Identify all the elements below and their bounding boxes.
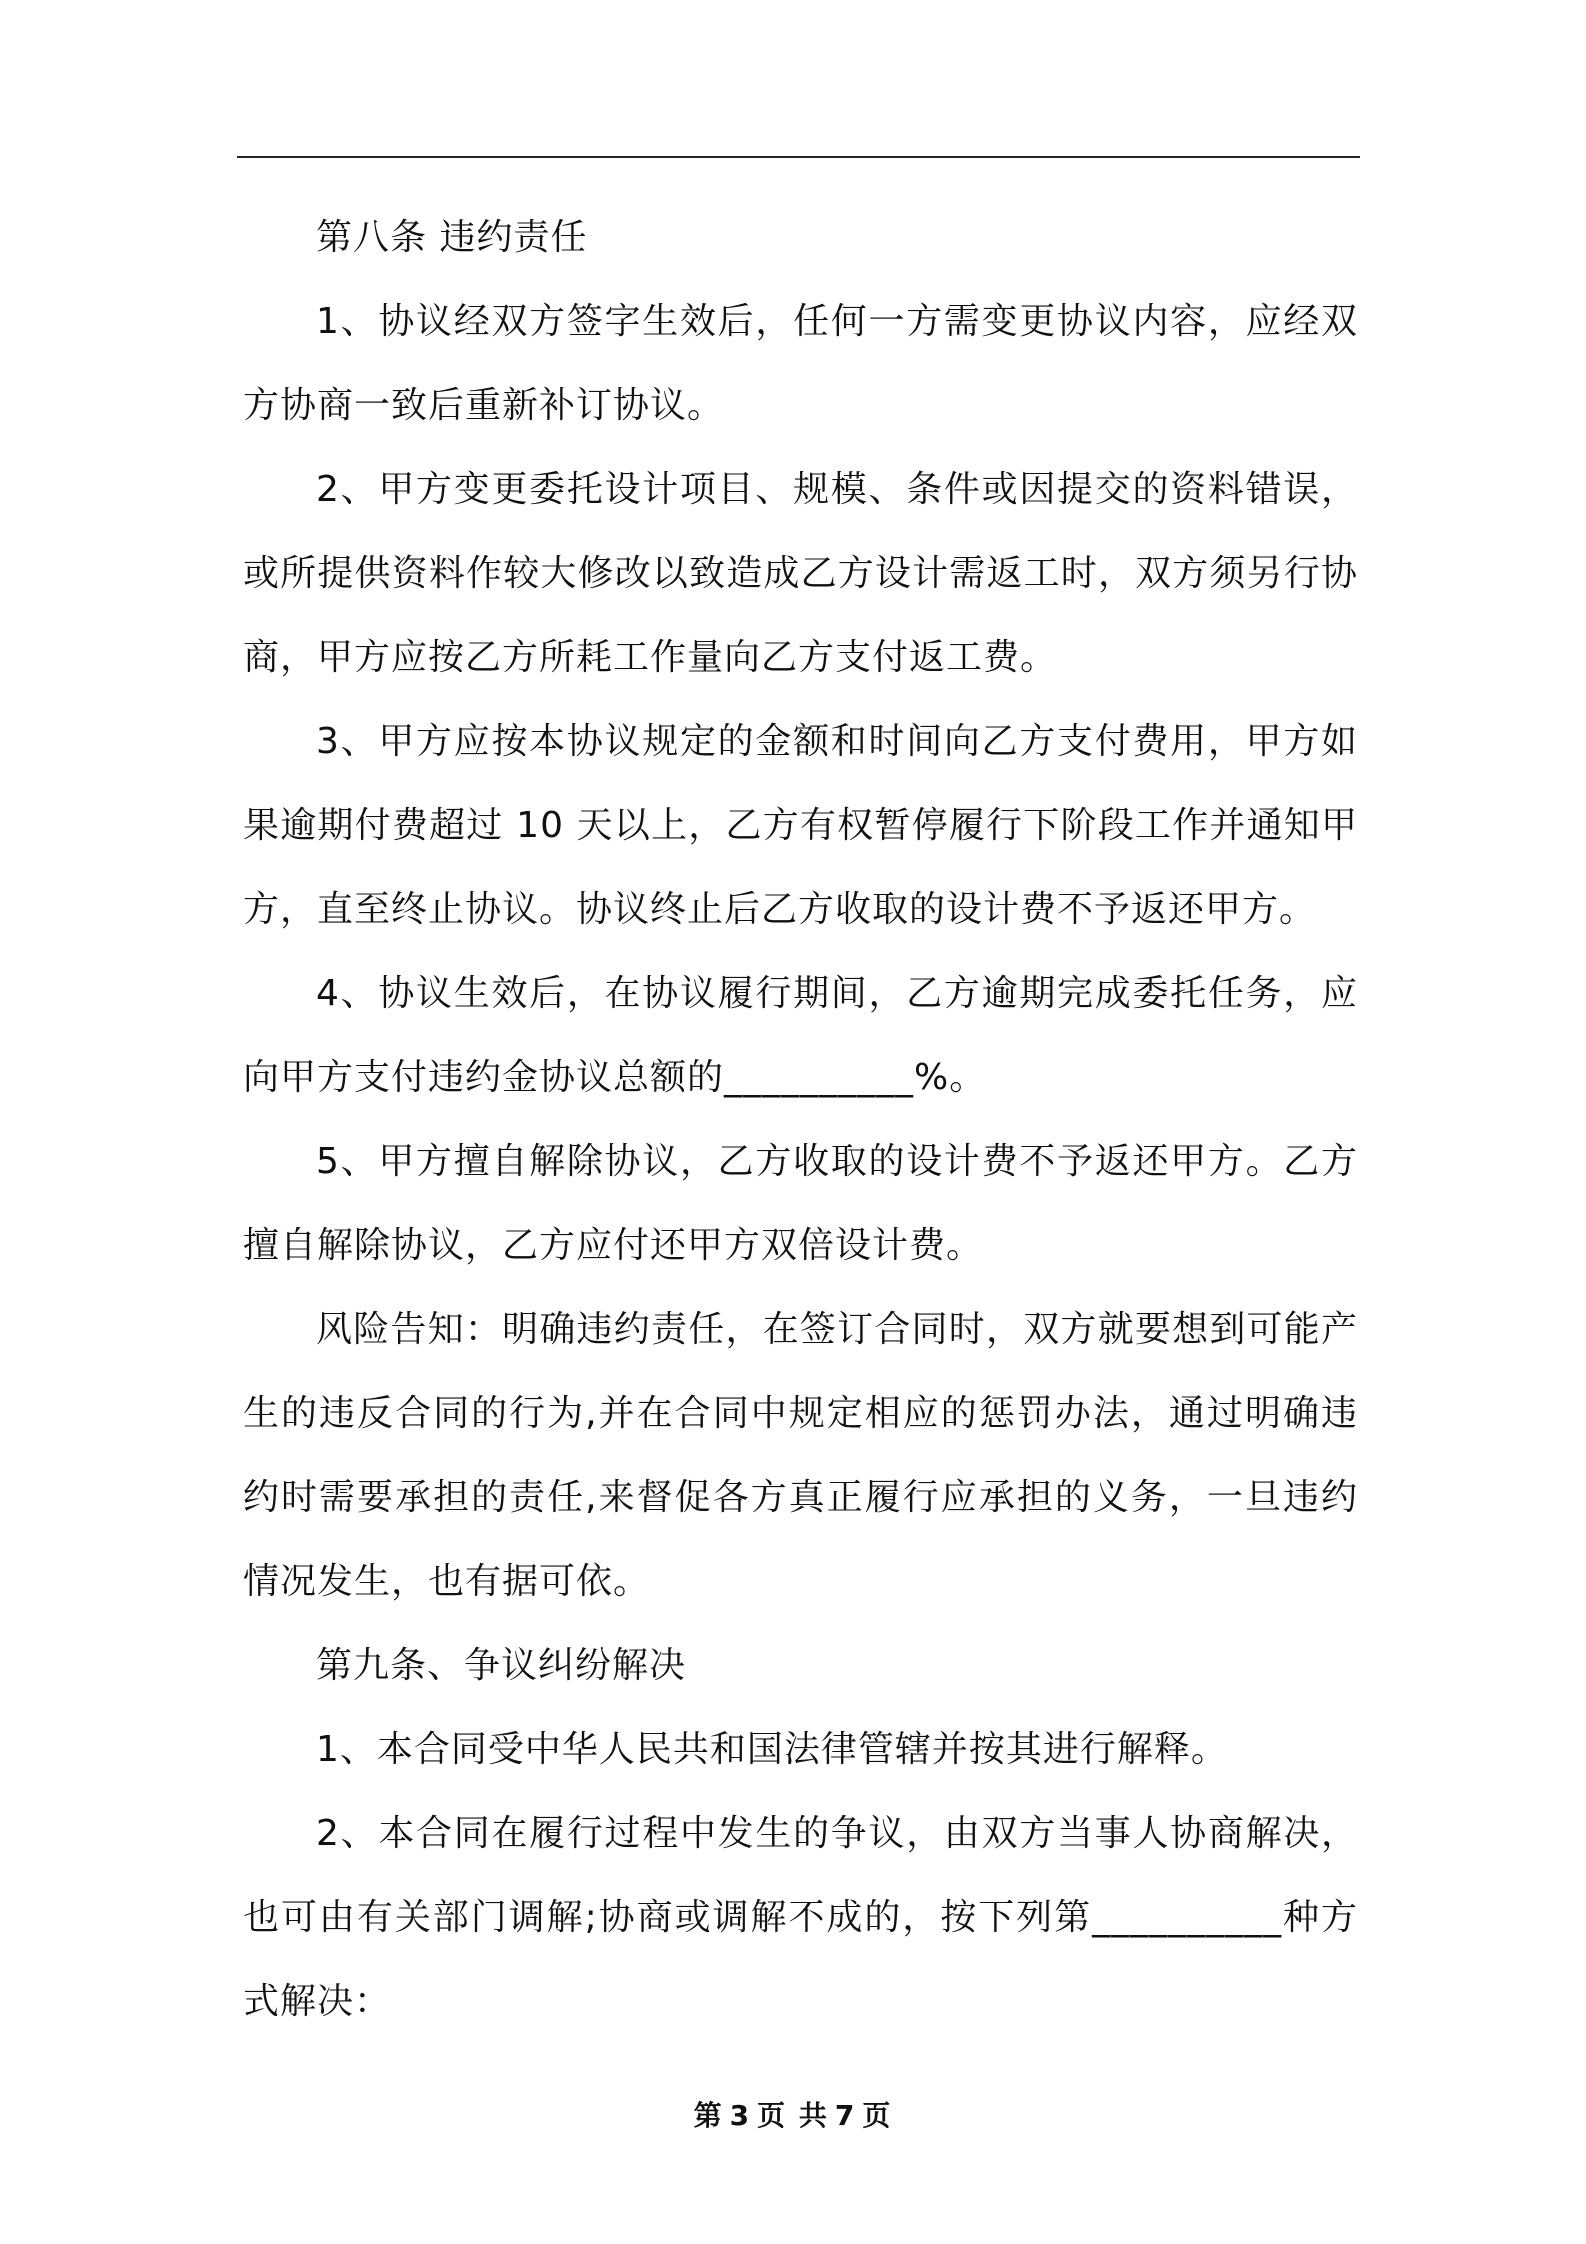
risk-notice: 风险告知：明确违约责任，在签订合同时，双方就要想到可能产生的违反合同的行为,并在合同中规定相应的惩罚办法，通过明确违约时需要承担的责任,来督促各方真正履行应承担的义务，一旦违约情况发生，也有据可依。: [243, 1309, 1358, 1602]
footer-middle: 页 共: [757, 2099, 829, 2132]
article-8-heading: 第八条 违约责任: [316, 217, 588, 258]
footer-total-pages: 7: [834, 2099, 857, 2132]
footer-suffix: 页: [862, 2099, 893, 2132]
article-9-clause-2: 2、本合同在履行过程中发生的争议，由双方当事人协商解决，也可由有关部门调解;协商或调解不成的，按下列第__________种方式解决：: [243, 1813, 1358, 2022]
document-body: [243, 196, 1358, 2044]
article-8-clause-3: 3、甲方应按本协议规定的金额和时间向乙方支付费用，甲方如果逾期付费超过 10 天以上，乙方有权暂停履行下阶段工作并通知甲方，直至终止协议。协议终止后乙方收取的设计费不予返还甲方。: [243, 721, 1358, 930]
footer-prefix: 第: [693, 2099, 724, 2132]
article-8-clause-2: 2、甲方变更委托设计项目、规模、条件或因提交的资料错误，或所提供资料作较大修改以致造成乙方设计需返工时，双方须另行协商，甲方应按乙方所耗工作量向乙方支付返工费。: [243, 469, 1358, 678]
article-8-clause-4: 4、协议生效后，在协议履行期间，乙方逾期完成委托任务，应向甲方支付违约金协议总额的__________%。: [243, 973, 1358, 1098]
header-rule: [237, 156, 1360, 158]
article-9-clause-1: 1、本合同受中华人民共和国法律管辖并按其进行解释。: [316, 1729, 1228, 1770]
article-8-clause-5: 5、甲方擅自解除协议，乙方收取的设计费不予返还甲方。乙方擅自解除协议，乙方应付还甲方双倍设计费。: [243, 1141, 1358, 1266]
article-8-clause-1: 1、协议经双方签字生效后，任何一方需变更协议内容，应经双方协商一致后重新补订协议。: [243, 301, 1358, 426]
article-9-heading: 第九条、争议纠纷解决: [316, 1645, 687, 1686]
footer-current-page: 3: [729, 2099, 752, 2132]
page-footer: [0, 2094, 1586, 2134]
